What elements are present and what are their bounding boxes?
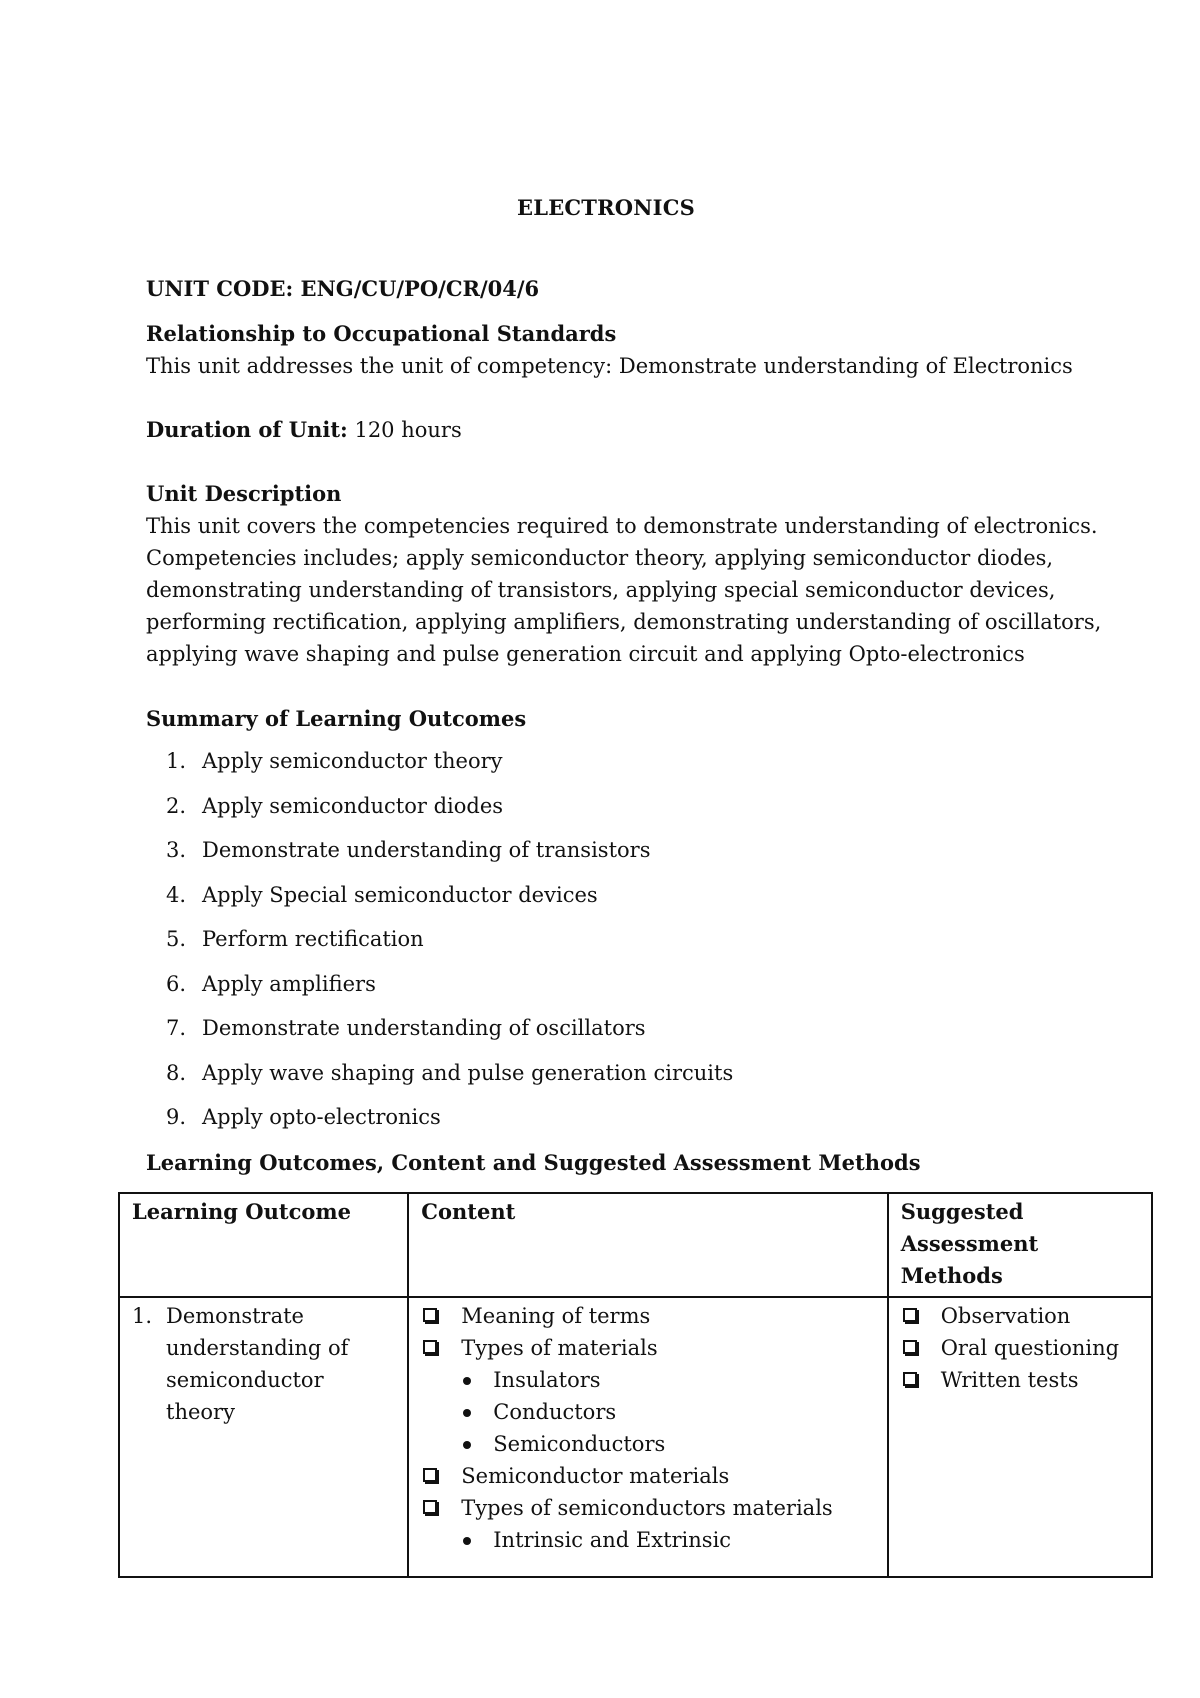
outcome-line: semiconductor theory	[166, 1368, 324, 1424]
assessment-cell	[888, 1297, 1152, 1577]
content-item	[421, 1332, 876, 1364]
outcome-number: 1.	[132, 1304, 153, 1328]
content-subtext: Conductors	[493, 1400, 617, 1424]
duration-line	[146, 414, 462, 446]
list-number: 8.	[166, 1060, 187, 1085]
checkbox-bullet-icon	[423, 1308, 437, 1322]
assessment-item	[901, 1332, 1141, 1364]
duration-label: Duration of Unit:	[146, 417, 348, 442]
outcome-item	[132, 1300, 397, 1428]
header-assessment	[888, 1193, 1152, 1297]
list-number: 7.	[166, 1016, 187, 1040]
list-text: Apply semiconductor diodes	[202, 793, 504, 818]
content-text: Types of materials	[461, 1336, 658, 1360]
header-assessment-line: Methods	[900, 1263, 1003, 1288]
content-item	[421, 1492, 876, 1524]
content-item	[421, 1460, 876, 1492]
list-item	[146, 1012, 733, 1057]
description-line: applying wave shaping and pulse generation circuit and applying Opto-electronics	[146, 642, 1025, 666]
content-text: Meaning of terms	[461, 1304, 651, 1328]
header-content: Content	[408, 1193, 887, 1297]
list-text: Apply Special semiconductor devices	[202, 882, 598, 907]
assessment-text: Observation	[940, 1304, 1071, 1328]
assessment-item	[901, 1300, 1141, 1332]
content-subitem	[421, 1428, 876, 1460]
assessment-item	[901, 1364, 1141, 1396]
unit-code: UNIT CODE: ENG/CU/PO/CR/04/6	[146, 276, 540, 301]
bullet-dot-icon	[463, 1441, 471, 1449]
content-cell	[408, 1297, 887, 1577]
checkbox-bullet-icon	[423, 1340, 437, 1354]
learning-outcomes-list	[146, 745, 733, 1146]
list-item	[146, 1101, 733, 1146]
description-line: performing rectification, applying amplifiers, demonstrating understanding of oscillators,	[146, 610, 1102, 634]
table-row	[119, 1297, 1152, 1577]
list-number: 6.	[166, 971, 187, 996]
content-text: Types of semiconductors materials	[461, 1496, 833, 1520]
content-subtext: Semiconductors	[493, 1432, 666, 1456]
list-item	[146, 834, 733, 879]
list-item	[146, 879, 733, 924]
list-item	[146, 790, 733, 835]
checkbox-bullet-icon	[903, 1372, 917, 1386]
checkbox-bullet-icon	[903, 1340, 917, 1354]
table-header-row	[119, 1193, 1152, 1297]
checkbox-bullet-icon	[903, 1308, 917, 1322]
outcome-line: Demonstrate	[166, 1304, 304, 1328]
description-text	[146, 510, 1101, 670]
list-number: 2.	[166, 793, 187, 818]
list-item	[146, 968, 733, 1013]
list-text: Demonstrate understanding of transistors	[202, 838, 651, 862]
duration-value: 120 hours	[347, 418, 462, 442]
list-number: 9.	[166, 1105, 187, 1129]
header-assessment-line: Suggested Assessment	[900, 1199, 1039, 1256]
list-number: 3.	[166, 838, 187, 862]
list-item	[146, 1057, 733, 1102]
content-item	[421, 1300, 876, 1332]
list-text: Apply semiconductor theory	[202, 749, 503, 773]
outcome-line: understanding of	[166, 1336, 349, 1360]
table-heading: Learning Outcomes, Content and Suggested Assessment Methods	[146, 1150, 921, 1175]
content-subtext: Insulators	[493, 1368, 601, 1392]
list-text: Apply amplifiers	[202, 971, 376, 996]
list-number: 4.	[166, 882, 187, 907]
document-title: ELECTRONICS	[517, 195, 695, 220]
outcomes-table	[118, 1192, 1153, 1578]
assessment-text: Written tests	[940, 1368, 1079, 1392]
description-line: demonstrating understanding of transistors, applying special semiconductor devices,	[146, 578, 1056, 602]
content-text: Semiconductor materials	[461, 1464, 730, 1488]
bullet-dot-icon	[463, 1537, 471, 1545]
checkbox-bullet-icon	[423, 1500, 437, 1514]
description-line: Competencies includes; apply semiconductor theory, applying semiconductor diodes,	[146, 546, 1054, 570]
header-learning-outcome: Learning Outcome	[119, 1193, 408, 1297]
list-item	[146, 745, 733, 790]
description-line: This unit covers the competencies required to demonstrate understanding of electronics.	[146, 514, 1098, 538]
list-text: Apply opto-electronics	[202, 1105, 441, 1129]
bullet-dot-icon	[463, 1409, 471, 1417]
list-number: 1.	[166, 749, 187, 773]
description-heading: Unit Description	[146, 481, 342, 506]
bullet-dot-icon	[463, 1377, 471, 1385]
checkbox-bullet-icon	[423, 1468, 437, 1482]
relationship-text: This unit addresses the unit of competency: Demonstrate understanding of Electronics	[146, 354, 1073, 378]
list-item	[146, 923, 733, 968]
list-text: Perform rectification	[202, 927, 424, 951]
outcome-cell	[119, 1297, 408, 1577]
summary-heading: Summary of Learning Outcomes	[146, 706, 527, 731]
content-subtext: Intrinsic and Extrinsic	[493, 1528, 732, 1552]
content-subitem	[421, 1364, 876, 1396]
list-text: Demonstrate understanding of oscillators	[202, 1016, 646, 1040]
content-subitem	[421, 1396, 876, 1428]
relationship-heading: Relationship to Occupational Standards	[146, 321, 617, 346]
content-subitem	[421, 1524, 876, 1556]
list-number: 5.	[166, 927, 187, 951]
assessment-text: Oral questioning	[940, 1336, 1120, 1360]
list-text: Apply wave shaping and pulse generation circuits	[202, 1060, 734, 1085]
